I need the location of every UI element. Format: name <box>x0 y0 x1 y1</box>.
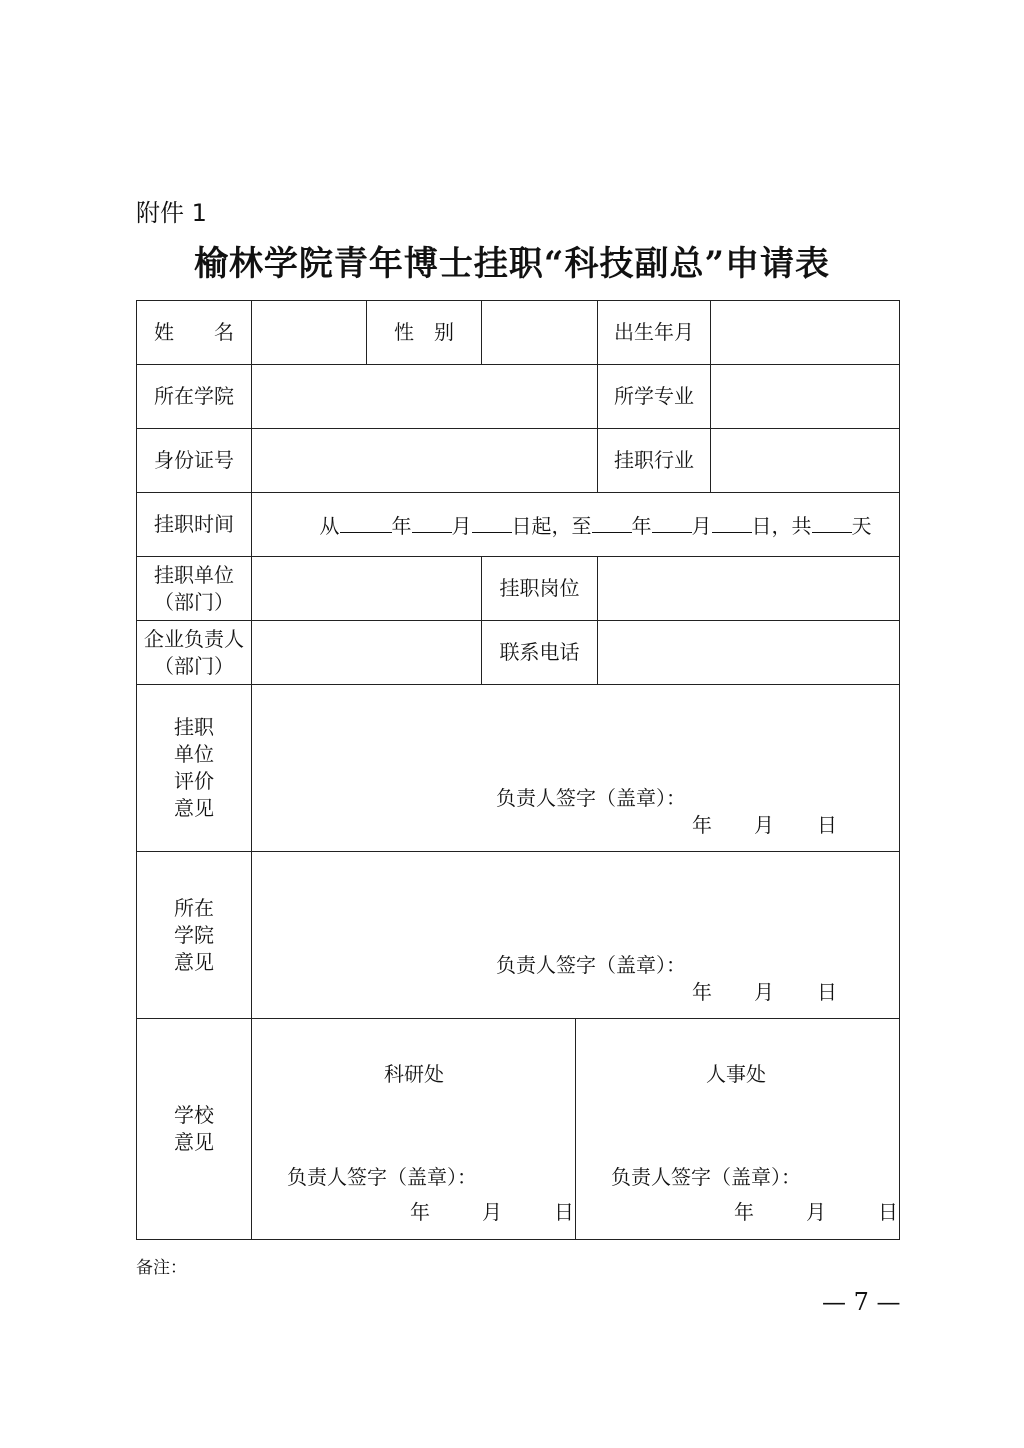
hr-office-month: 月 <box>806 1200 826 1224</box>
research-office-signature: 负责人签字（盖章）： <box>287 1165 477 1189</box>
research-office-label: 科研处 <box>384 1062 444 1086</box>
major-field[interactable] <box>711 365 900 429</box>
name-label: 姓 名 <box>137 301 252 365</box>
hr-office-year: 年 <box>734 1200 754 1224</box>
school-opinion-line-2: 意见 <box>174 1130 214 1154</box>
unit-eval-line-4: 意见 <box>174 796 214 820</box>
attachment-label: 附件 1 <box>136 199 207 227</box>
post-field[interactable] <box>598 557 900 621</box>
end-year-blank[interactable] <box>592 510 632 533</box>
unit-eval-line-1: 挂职 <box>174 715 214 739</box>
college-opinion-line-2: 学院 <box>174 922 214 947</box>
unit-eval-month: 月 <box>754 813 774 837</box>
industry-label: 挂职行业 <box>598 429 711 493</box>
total-days-blank[interactable] <box>812 510 852 533</box>
unit-eval-field[interactable] <box>252 685 900 852</box>
form-title: 榆林学院青年博士挂职“科技副总”申请表 <box>193 244 831 284</box>
period-days: 天 <box>851 513 872 538</box>
period-month-1: 月 <box>451 513 472 538</box>
period-field[interactable] <box>252 493 900 557</box>
period-label: 挂职时间 <box>137 493 252 557</box>
unit-eval-signature: 负责人签字（盖章）： <box>496 786 686 810</box>
research-office-month: 月 <box>482 1200 502 1224</box>
start-day-blank[interactable] <box>472 510 512 533</box>
leader-label <box>137 621 252 685</box>
start-month-blank[interactable] <box>412 510 452 533</box>
remark-label: 备注： <box>136 1258 187 1278</box>
unit-field[interactable] <box>252 557 482 621</box>
unit-eval-year: 年 <box>692 813 712 837</box>
period-day-start: 日起，至 <box>511 513 592 538</box>
unit-eval-day: 日 <box>817 813 837 837</box>
application-form <box>136 300 900 1240</box>
hr-office-field[interactable] <box>576 1019 900 1239</box>
hr-office-day: 日 <box>878 1200 898 1224</box>
unit-eval-line-3: 评价 <box>174 769 214 793</box>
major-label: 所学专业 <box>598 365 711 429</box>
leader-label-line-1: 企业负责人 <box>144 626 244 651</box>
college-opinion-line-1: 所在 <box>174 895 214 920</box>
college-opinion-day: 日 <box>817 980 837 1004</box>
college-field[interactable] <box>252 365 598 429</box>
leader-label-line-2: （部门） <box>154 653 234 678</box>
college-opinion-signature: 负责人签字（盖章）： <box>496 953 686 977</box>
period-year-1: 年 <box>391 513 412 538</box>
college-opinion-label <box>137 852 252 1019</box>
school-opinion-split <box>252 1019 899 1239</box>
unit-label-line-2: （部门） <box>154 589 234 614</box>
school-opinion-label <box>137 1019 252 1240</box>
leader-field[interactable] <box>252 621 482 685</box>
industry-field[interactable] <box>711 429 900 493</box>
research-office-year: 年 <box>410 1200 430 1224</box>
hr-office-label: 人事处 <box>706 1062 766 1086</box>
start-year-blank[interactable] <box>340 510 392 533</box>
name-field[interactable] <box>252 301 367 365</box>
end-month-blank[interactable] <box>652 510 692 533</box>
period-year-2: 年 <box>631 513 652 538</box>
college-opinion-month: 月 <box>754 980 774 1004</box>
gender-label: 性 别 <box>367 301 482 365</box>
period-month-2: 月 <box>691 513 712 538</box>
school-opinion-area <box>252 1019 900 1240</box>
hr-office-signature: 负责人签字（盖章）： <box>611 1165 801 1189</box>
page-number: — 7 — <box>822 1288 901 1316</box>
gender-field[interactable] <box>482 301 598 365</box>
period-from: 从 <box>319 513 340 538</box>
post-label: 挂职岗位 <box>482 557 598 621</box>
id-label: 身份证号 <box>137 429 252 493</box>
unit-eval-label <box>137 685 252 852</box>
birth-field[interactable] <box>711 301 900 365</box>
phone-label: 联系电话 <box>482 621 598 685</box>
research-office-field[interactable] <box>252 1019 576 1239</box>
unit-label <box>137 557 252 621</box>
unit-eval-line-2: 单位 <box>174 742 214 766</box>
research-office-day: 日 <box>554 1200 574 1224</box>
school-opinion-line-1: 学校 <box>174 1103 214 1127</box>
college-label: 所在学院 <box>137 365 252 429</box>
period-day-end: 日，共 <box>751 513 812 538</box>
birth-label: 出生年月 <box>598 301 711 365</box>
phone-field[interactable] <box>598 621 900 685</box>
unit-label-line-1: 挂职单位 <box>154 562 234 587</box>
college-opinion-field[interactable] <box>252 852 900 1019</box>
college-opinion-year: 年 <box>692 980 712 1004</box>
end-day-blank[interactable] <box>712 510 752 533</box>
id-field[interactable] <box>252 429 598 493</box>
college-opinion-line-3: 意见 <box>174 949 214 974</box>
